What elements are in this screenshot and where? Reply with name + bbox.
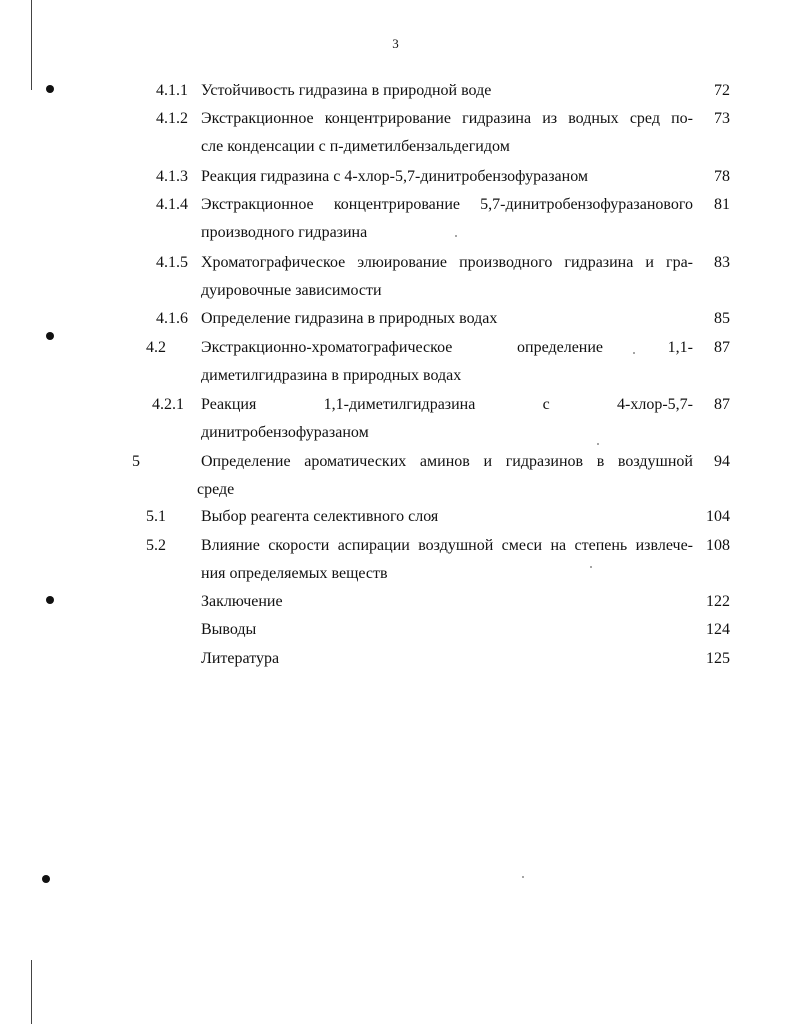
toc-entry-page: 94	[714, 453, 730, 470]
toc-entry-number: 4.1.2	[156, 110, 188, 127]
toc-entry-number: 4.1.6	[156, 310, 188, 327]
toc-entry-title: Влияние скорости аспирации воздушной смеси на степень извлече-	[201, 537, 693, 554]
toc-entry-page: 87	[714, 396, 730, 413]
toc-entry-number: 5.1	[146, 508, 166, 525]
toc-entry-title-continued: дуировочные зависимости	[201, 282, 382, 299]
toc-entry-number: 4.1.3	[156, 168, 188, 185]
toc-entry-title-continued: производного гидразина	[201, 224, 368, 241]
toc-entry-title: Экстракционно-хроматографическое определение 1,1-	[201, 339, 693, 356]
toc-entry	[0, 649, 791, 705]
toc-entry-number: 4.1.5	[156, 254, 188, 271]
toc-entry-title: Хроматографическое элюирование производного гидразина и гра-	[201, 254, 693, 271]
toc-entry	[0, 109, 791, 165]
toc-entry-number: 4.2	[146, 339, 166, 356]
toc-entry	[0, 253, 791, 309]
toc-entry	[0, 195, 791, 251]
toc-entry-page: 122	[706, 593, 730, 610]
toc-entry-title: Экстракционное концентрирование гидразина из водных сред по-	[201, 110, 693, 127]
toc-entry-page: 108	[706, 537, 730, 554]
toc-entry	[0, 338, 791, 394]
scan-speck	[522, 876, 524, 878]
toc-entry-title-continued: сле конденсации с п-диметилбензальдегидом	[201, 138, 510, 155]
toc-entry-title: Литература	[201, 650, 280, 667]
toc-entry-number: 5	[132, 453, 140, 470]
toc-entry-title: Реакция 1,1-диметилгидразина с 4-хлор-5,7-	[201, 396, 693, 413]
toc-entry-title: Определение гидразина в природных водах	[201, 310, 498, 327]
toc-entry-title-continued: ния определяемых веществ	[201, 565, 388, 582]
toc-entry-page: 125	[706, 650, 730, 667]
scan-edge-line	[31, 960, 32, 1024]
toc-entry-number: 4.2.1	[152, 396, 184, 413]
toc-entry-page: 73	[714, 110, 730, 127]
toc-entry-title: Выбор реагента селективного слоя	[201, 508, 439, 525]
toc-entry-title: Определение ароматических аминов и гидразинов в воздушной	[201, 453, 693, 470]
toc-entry-number: 4.1.4	[156, 196, 188, 213]
toc-entry-title: Устойчивость гидразина в природной воде	[201, 82, 492, 99]
binder-hole-mark	[42, 875, 50, 883]
toc-entry-page: 78	[714, 168, 730, 185]
toc-entry-title-continued: среде	[197, 481, 235, 498]
toc-entry-number: 4.1.1	[156, 82, 188, 99]
toc-entry-title: Реакция гидразина с 4-хлор-5,7-динитробензофуразаном	[201, 168, 589, 185]
toc-entry-page: 83	[714, 254, 730, 271]
toc-entry-page: 85	[714, 310, 730, 327]
toc-entry-number: 5.2	[146, 537, 166, 554]
toc-entry-title-continued: диметилгидразина в природных водах	[201, 367, 462, 384]
toc-entry-title: Выводы	[201, 621, 257, 638]
toc-entry	[0, 452, 791, 508]
scan-edge-line	[31, 0, 32, 90]
toc-entry	[0, 536, 791, 592]
page-number: 3	[392, 36, 399, 51]
toc-entry	[0, 395, 791, 451]
toc-entry-title: Заключение	[201, 593, 283, 610]
toc-entry-page: 104	[706, 508, 730, 525]
toc-entry-title-continued: динитробензофуразаном	[201, 424, 369, 441]
toc-entry-title: Экстракционное концентрирование 5,7-динитробензофуразанового	[201, 196, 693, 213]
toc-entry-page: 72	[714, 82, 730, 99]
toc-entry-page: 87	[714, 339, 730, 356]
toc-entry-page: 81	[714, 196, 730, 213]
toc-entry-page: 124	[706, 621, 730, 638]
